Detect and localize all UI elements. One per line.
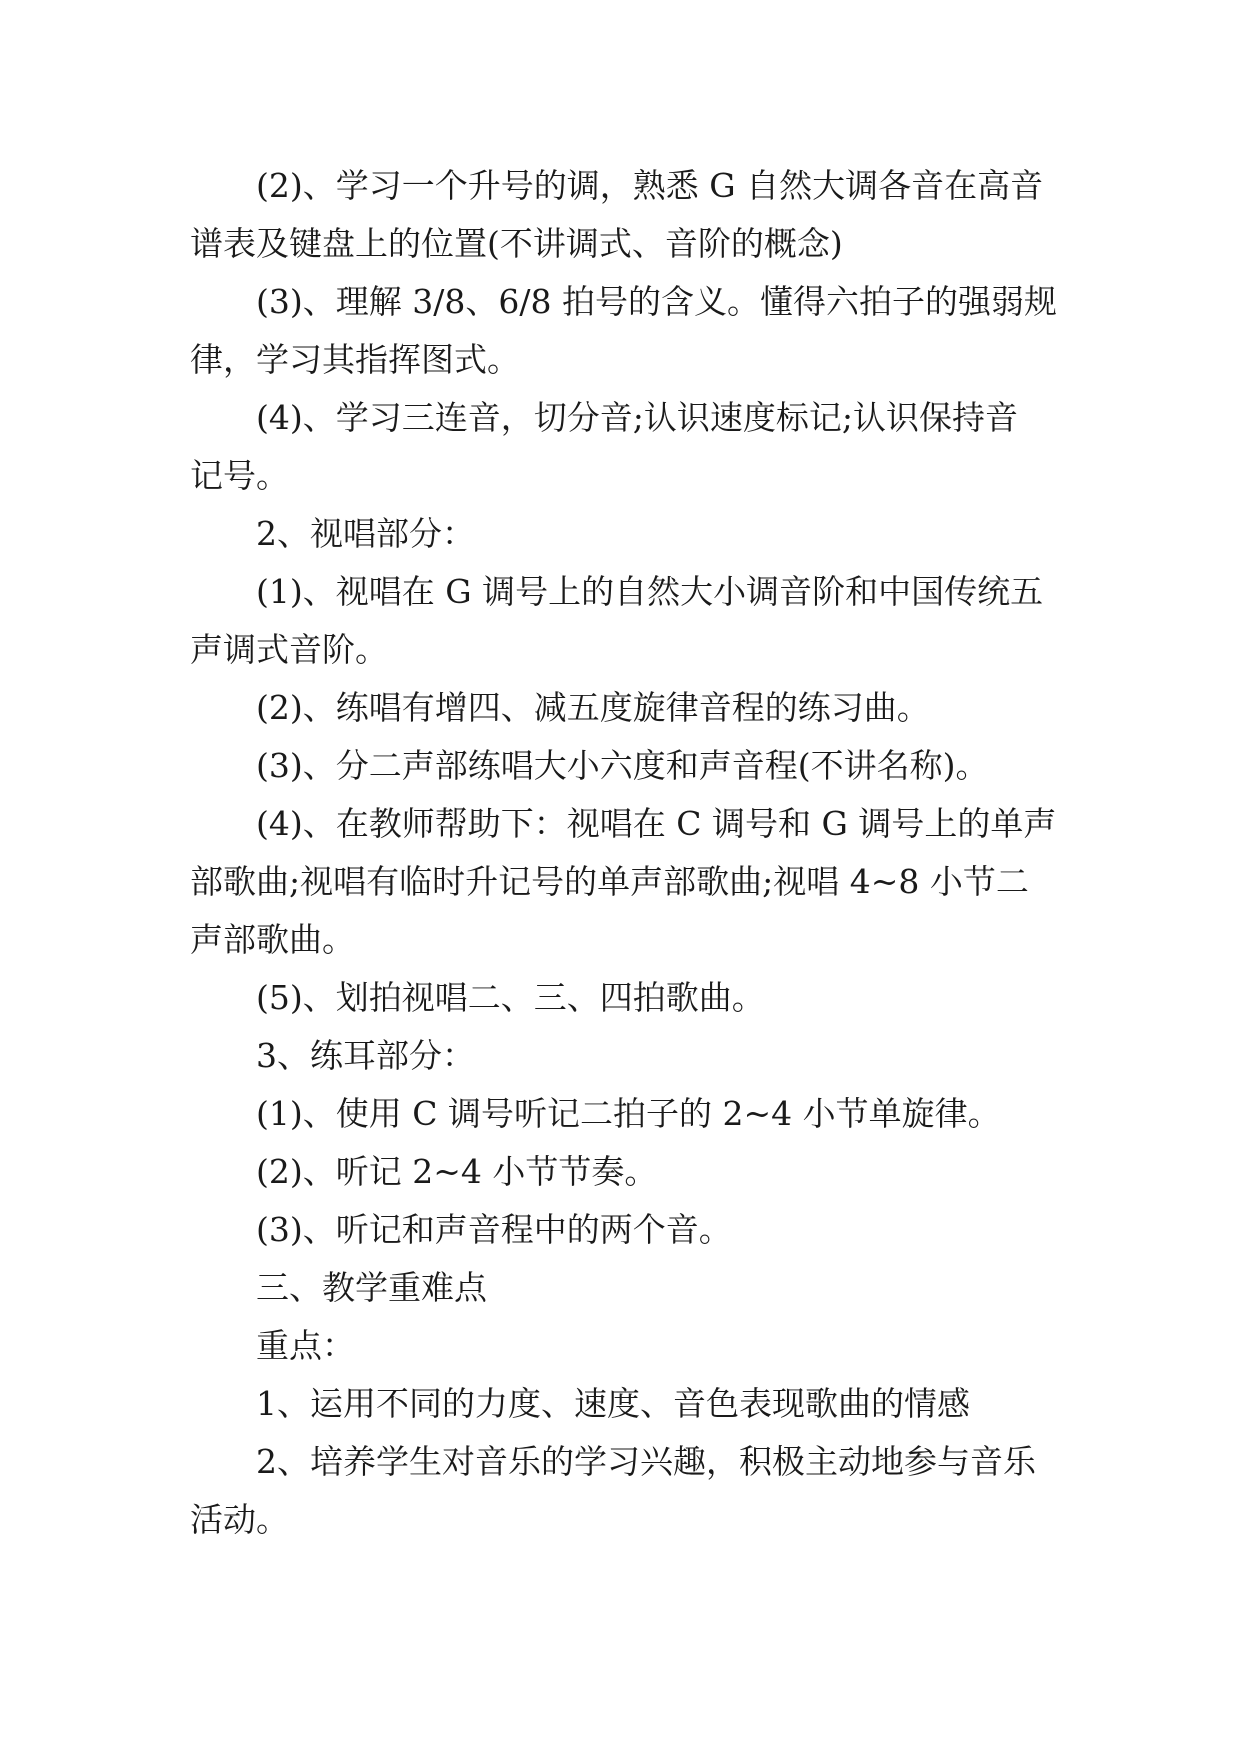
paragraph-scales bbox=[190, 563, 1060, 679]
text-line: 律，学习其指挥图式。 bbox=[190, 340, 520, 379]
text-line: (4)、在教师帮助下：视唱在 C 调号和 G 调号上的单声 bbox=[256, 804, 1057, 843]
text-line: 声部歌曲。 bbox=[190, 920, 355, 959]
text-line: (3)、听记和声音程中的两个音。 bbox=[256, 1210, 732, 1249]
paragraph-teacher-help bbox=[190, 795, 1060, 969]
paragraph-focus-1 bbox=[190, 1375, 1060, 1433]
text-line: (5)、划拍视唱二、三、四拍歌曲。 bbox=[256, 978, 765, 1017]
section-heading-ear-training bbox=[190, 1027, 1060, 1085]
paragraph-learn-sharp-key bbox=[190, 157, 1060, 273]
text-line: 3、练耳部分： bbox=[256, 1036, 475, 1075]
text-line: (3)、分二声部练唱大小六度和声音程(不讲名称)。 bbox=[256, 746, 989, 785]
text-line: (4)、学习三连音，切分音;认识速度标记;认识保持音 bbox=[256, 398, 1018, 437]
text-line: 记号。 bbox=[190, 456, 289, 495]
text-line: (2)、学习一个升号的调，熟悉 G 自然大调各音在高音 bbox=[256, 166, 1044, 205]
text-line: 部歌曲;视唱有临时升记号的单声部歌曲;视唱 4~8 小节二 bbox=[190, 862, 1029, 901]
text-line: 2、视唱部分： bbox=[256, 514, 475, 553]
section-heading-key-points bbox=[190, 1259, 1060, 1317]
paragraph-rhythm-dictation bbox=[190, 1143, 1060, 1201]
paragraph-melody-dictation bbox=[190, 1085, 1060, 1143]
paragraph-time-signature bbox=[190, 273, 1060, 389]
text-line: 重点： bbox=[256, 1326, 355, 1365]
document-body bbox=[190, 157, 1060, 1549]
paragraph-two-part bbox=[190, 737, 1060, 795]
text-line: 谱表及键盘上的位置(不讲调式、音阶的概念) bbox=[190, 224, 843, 263]
text-line: 2、培养学生对音乐的学习兴趣，积极主动地参与音乐 bbox=[256, 1442, 1036, 1481]
paragraph-focus-2 bbox=[190, 1433, 1060, 1549]
text-line: (1)、使用 C 调号听记二拍子的 2~4 小节单旋律。 bbox=[256, 1094, 1001, 1133]
section-heading-sight-singing bbox=[190, 505, 1060, 563]
text-line: (1)、视唱在 G 调号上的自然大小调音阶和中国传统五 bbox=[256, 572, 1044, 611]
text-line: 1、运用不同的力度、速度、音色表现歌曲的情感 bbox=[256, 1384, 970, 1423]
text-line: (2)、练唱有增四、减五度旋律音程的练习曲。 bbox=[256, 688, 930, 727]
text-line: (3)、理解 3/8、6/8 拍号的含义。懂得六拍子的强弱规 bbox=[256, 282, 1057, 321]
paragraph-conducting bbox=[190, 969, 1060, 1027]
paragraph-intervals bbox=[190, 679, 1060, 737]
paragraph-interval-dictation bbox=[190, 1201, 1060, 1259]
text-line: 三、教学重难点 bbox=[256, 1268, 487, 1307]
subheading-focus bbox=[190, 1317, 1060, 1375]
text-line: (2)、听记 2~4 小节节奏。 bbox=[256, 1152, 658, 1191]
text-line: 声调式音阶。 bbox=[190, 630, 388, 669]
text-line: 活动。 bbox=[190, 1500, 289, 1539]
paragraph-triplets bbox=[190, 389, 1060, 505]
